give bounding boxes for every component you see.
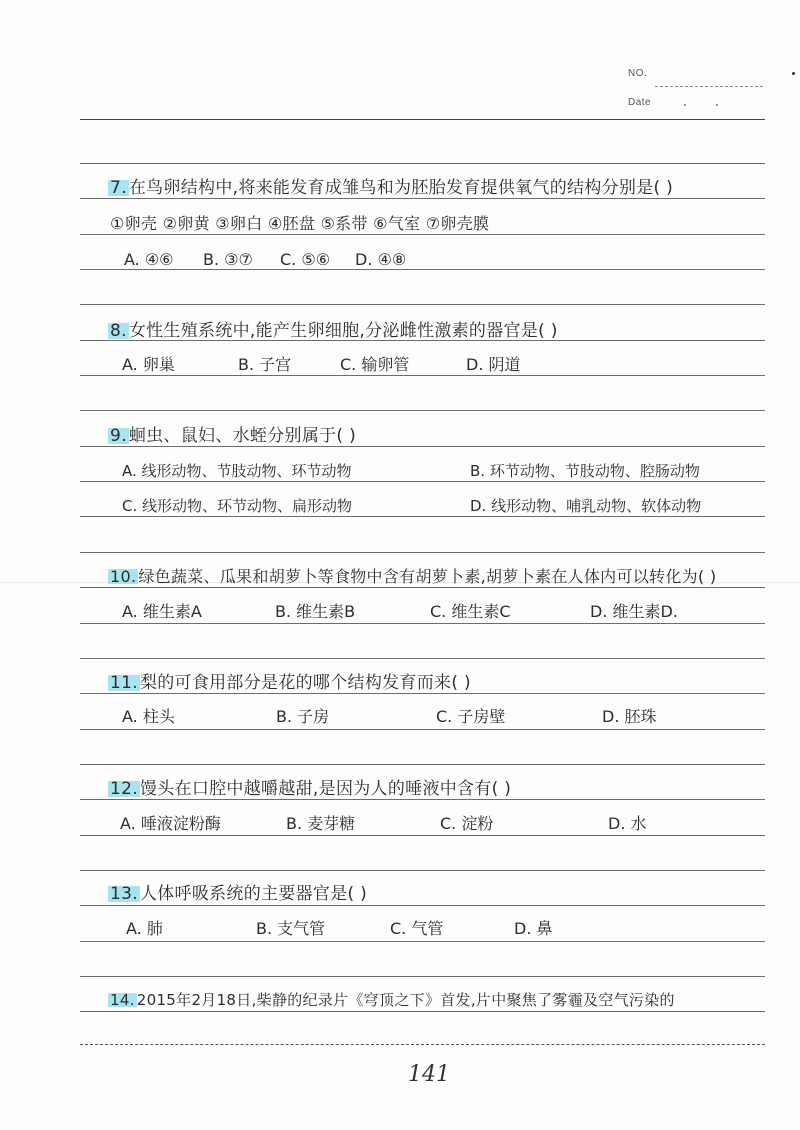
ruled-line	[80, 905, 765, 906]
ruled-line	[80, 198, 765, 199]
option-b: B. 支气管	[256, 919, 326, 938]
question-number: 12.	[110, 779, 138, 799]
question-text: 在鸟卵结构中,将来能发育成雏鸟和为胚胎发育提供氧气的结构分别是( )	[128, 178, 674, 198]
option-d: D. ④⑧	[355, 250, 407, 269]
question-text: 梨的可食用部分是花的哪个结构发育而来( )	[139, 673, 471, 693]
ruled-line	[80, 587, 765, 588]
option-d: D. 线形动物、哺乳动物、软体动物	[470, 497, 702, 515]
ruled-line	[80, 516, 765, 517]
option-b: B. 子宫	[238, 355, 292, 374]
option-a: A. 线形动物、节肢动物、环节动物	[122, 462, 352, 480]
ruled-line	[80, 481, 765, 482]
ruled-line	[80, 234, 765, 235]
option-b: B. ③⑦	[203, 250, 253, 269]
ruled-line	[80, 835, 765, 836]
no-label: NO.	[628, 68, 648, 79]
ruled-line	[80, 119, 765, 120]
ruled-line	[80, 410, 765, 411]
corner-mark	[792, 72, 795, 75]
ruled-line	[80, 163, 765, 164]
option-b: B. 维生素B	[275, 602, 356, 621]
option-c: C. 子房壁	[436, 707, 506, 726]
no-field-line	[655, 86, 763, 87]
question-text: 馒头在口腔中越嚼越甜,是因为人的唾液中含有( )	[139, 779, 512, 799]
option-a: A. ④⑥	[124, 250, 174, 269]
question-number: 8.	[110, 321, 127, 341]
ruled-line	[80, 375, 765, 376]
option-b: B. 环节动物、节肢动物、腔肠动物	[470, 462, 700, 480]
ruled-line	[80, 941, 765, 942]
question-text: 绿色蔬菜、瓜果和胡萝卜等食物中含有胡萝卜素,胡萝卜素在人体内可以转化为( )	[138, 567, 717, 586]
option-a: A. 唾液淀粉酶	[120, 814, 221, 833]
question-13-stem	[108, 884, 367, 904]
question-number: 10.	[110, 567, 137, 586]
ruled-line	[80, 976, 765, 977]
date-dot	[716, 104, 718, 106]
option-c: C. 维生素C	[430, 602, 511, 621]
ruled-line	[80, 729, 765, 730]
option-a: A. 维生素A	[122, 602, 202, 621]
option-c: C. 淀粉	[440, 814, 494, 833]
ruled-line	[80, 1011, 765, 1012]
ruled-line	[80, 799, 765, 800]
question-text: 蛔虫、鼠妇、水蛭分别属于( )	[128, 426, 356, 446]
question-number: 9.	[110, 426, 127, 446]
question-10-stem	[108, 567, 716, 587]
option-b: B. 子房	[276, 707, 330, 726]
option-d: D. 鼻	[514, 919, 553, 938]
ruled-line	[80, 870, 765, 871]
question-text: 2015年2月18日,柴静的纪录片《穹顶之下》首发,片中聚焦了雾霾及空气污染的	[136, 991, 675, 1009]
option-c: C. 输卵管	[340, 355, 410, 374]
question-7-stem	[108, 178, 673, 198]
question-14-stem	[108, 990, 675, 1010]
question-text: 人体呼吸系统的主要器官是( )	[139, 884, 368, 904]
option-d: D. 胚珠	[602, 707, 657, 726]
question-text: 女性生殖系统中,能产生卵细胞,分泌雌性激素的器官是( )	[128, 321, 558, 341]
question-number: 11.	[110, 673, 138, 693]
ruled-line	[80, 552, 765, 553]
option-d: D. 阴道	[466, 355, 521, 374]
date-label: Date	[628, 97, 652, 108]
option-d: D. 维生素D.	[590, 602, 678, 621]
option-a: A. 卵巢	[122, 355, 175, 374]
option-d: D. 水	[608, 814, 647, 833]
option-c: C. 线形动物、环节动物、扁形动物	[122, 497, 353, 515]
question-8-stem	[108, 321, 558, 341]
ruled-line	[80, 623, 765, 624]
question-11-stem	[108, 673, 471, 693]
ruled-line	[80, 304, 765, 305]
ruled-line	[80, 446, 765, 447]
ruled-line	[80, 693, 765, 694]
ruled-line	[80, 269, 765, 270]
question-number: 13.	[110, 884, 138, 904]
option-c: C. ⑤⑥	[280, 250, 331, 269]
question-12-stem	[108, 779, 511, 799]
page-number: 141	[408, 1062, 450, 1087]
ruled-line	[80, 764, 765, 765]
date-dot	[684, 104, 686, 106]
option-a: A. 肺	[126, 919, 163, 938]
question-9-stem	[108, 426, 356, 446]
option-b: B. 麦芽糖	[286, 814, 356, 833]
question-number: 7.	[110, 178, 127, 198]
option-c: C. 气管	[390, 919, 444, 938]
ruled-line	[80, 658, 765, 659]
question-number: 14.	[110, 991, 135, 1009]
question-7-items: ①卵壳 ②卵黄 ③卵白 ④胚盘 ⑤系带 ⑥气室 ⑦卵壳膜	[110, 214, 490, 233]
option-a: A. 柱头	[122, 707, 175, 726]
bottom-ruled-line	[80, 1044, 765, 1045]
